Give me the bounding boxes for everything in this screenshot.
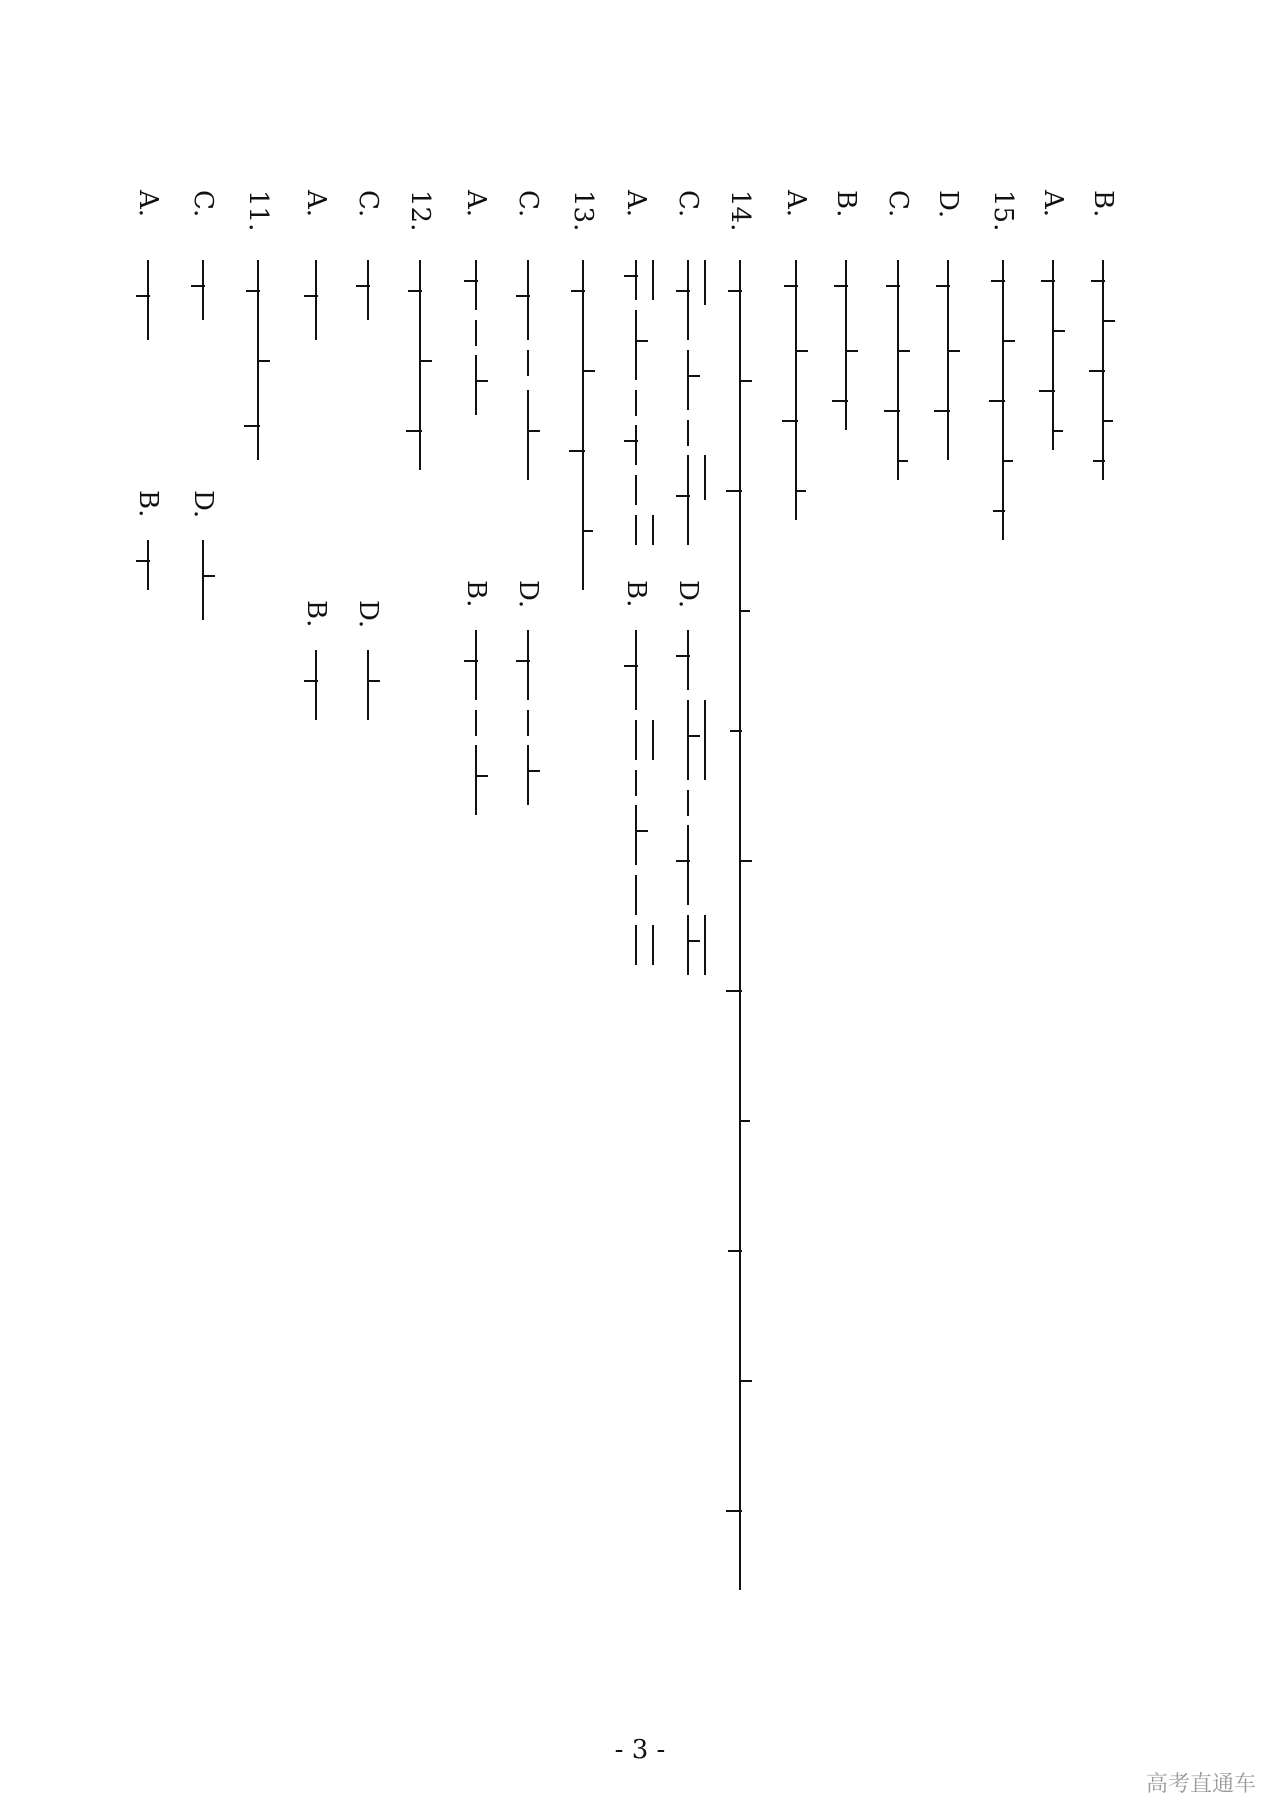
- option-label: A.: [781, 190, 811, 218]
- overline-mark: [652, 925, 654, 965]
- mongolian-script-text: [350, 650, 386, 720]
- em-dash: [527, 710, 529, 736]
- question-number: 11.: [243, 190, 273, 232]
- option-label: D.: [188, 490, 218, 519]
- option-label: B.: [621, 580, 651, 608]
- em-dash: [635, 390, 637, 416]
- mongolian-script-text: [1085, 260, 1121, 480]
- mongolian-script-text: [240, 260, 276, 460]
- question-number: 14.: [725, 190, 755, 232]
- mongolian-script-text: [298, 260, 334, 340]
- mongolian-script-text: [618, 475, 654, 505]
- mongolian-script-text: [670, 630, 706, 690]
- mongolian-script-text: [670, 260, 706, 340]
- overline-mark: [704, 915, 706, 975]
- option-label: B.: [831, 190, 861, 218]
- option-label: C.: [673, 190, 703, 218]
- question-option-column: [618, 190, 654, 1590]
- mongolian-script-text: [350, 260, 386, 320]
- mongolian-script-text: [670, 700, 706, 780]
- mongolian-script-text: [298, 650, 334, 720]
- mongolian-script-text: [458, 355, 494, 415]
- question-option-column: [350, 190, 386, 1590]
- mongolian-script-text: [670, 455, 706, 545]
- option-label: A.: [461, 190, 491, 218]
- mongolian-script-text: [510, 745, 546, 805]
- option-label: B.: [133, 490, 163, 518]
- question-option-column: [458, 190, 494, 1590]
- question-option-column: [880, 190, 916, 1590]
- question-11-stem: [240, 190, 276, 1590]
- option-label: C.: [353, 190, 383, 218]
- mongolian-script-text: [670, 915, 706, 975]
- option-label: B.: [301, 600, 331, 628]
- question-option-column: [670, 190, 706, 1590]
- mongolian-script-text: [985, 260, 1021, 540]
- mongolian-script-text: [458, 745, 494, 815]
- option-label: C.: [188, 190, 218, 218]
- mongolian-script-text: [618, 720, 654, 760]
- question-option-column: [828, 190, 864, 1590]
- question-15-stem: [985, 190, 1021, 1590]
- option-label: D.: [513, 580, 543, 609]
- question-number: 15.: [988, 190, 1018, 232]
- option-label: D.: [933, 190, 963, 219]
- question-option-column: [1035, 190, 1071, 1590]
- question-option-column: [130, 190, 166, 1590]
- overline-mark: [652, 515, 654, 545]
- mongolian-script-text: [618, 310, 654, 380]
- overline-mark: [704, 700, 706, 780]
- mongolian-script-text: [618, 260, 654, 300]
- overline-mark: [652, 720, 654, 760]
- mongolian-script-text: [880, 260, 916, 480]
- mongolian-script-text: [458, 260, 494, 310]
- question-13-stem: [565, 190, 601, 1590]
- option-label: A.: [301, 190, 331, 218]
- mongolian-script-text: [670, 350, 706, 410]
- mongolian-script-text: [618, 875, 654, 915]
- mongolian-script-text: [618, 425, 654, 465]
- em-dash: [527, 350, 529, 376]
- option-label: A.: [133, 190, 163, 218]
- option-label: A.: [1038, 190, 1068, 218]
- overline-mark: [652, 260, 654, 300]
- question-option-column: [778, 190, 814, 1590]
- option-label: D.: [673, 580, 703, 609]
- question-12-stem: [402, 190, 438, 1590]
- mongolian-script-text: [1035, 260, 1071, 450]
- overline-mark: [704, 455, 706, 500]
- question-number: 12.: [405, 190, 435, 232]
- overline-mark: [704, 260, 706, 305]
- mongolian-script-text: [510, 630, 546, 700]
- question-option-column: [930, 190, 966, 1590]
- mongolian-script-text: [402, 260, 438, 470]
- mongolian-script-text: [185, 540, 221, 620]
- mongolian-script-text: [185, 260, 221, 320]
- mongolian-script-text: [130, 540, 166, 590]
- mongolian-script-text: [618, 925, 654, 965]
- mongolian-script-text: [930, 260, 966, 460]
- watermark: 高考直通车: [1145, 1772, 1256, 1797]
- option-label: B.: [1088, 190, 1118, 218]
- question-option-column: [1085, 190, 1121, 1590]
- em-dash: [687, 420, 689, 446]
- question-number: 13.: [568, 190, 598, 232]
- mongolian-script-text: [722, 260, 758, 1590]
- option-label: D.: [353, 600, 383, 629]
- option-label: C.: [883, 190, 913, 218]
- question-14-stem: [722, 190, 758, 1590]
- option-label: B.: [461, 580, 491, 608]
- option-label: C.: [513, 190, 543, 218]
- mongolian-script-text: [510, 260, 546, 340]
- em-dash: [475, 320, 477, 346]
- mongolian-script-text: [458, 630, 494, 700]
- mongolian-script-text: [565, 260, 601, 590]
- mongolian-script-text: [510, 390, 546, 480]
- option-label: A.: [621, 190, 651, 218]
- question-option-column: [185, 190, 221, 1590]
- em-dash: [687, 790, 689, 816]
- mongolian-script-text: [670, 825, 706, 905]
- mongolian-script-text: [618, 630, 654, 710]
- em-dash: [635, 770, 637, 796]
- em-dash: [475, 710, 477, 736]
- question-option-column: [510, 190, 546, 1590]
- mongolian-script-text: [130, 260, 166, 340]
- mongolian-script-text: [778, 260, 814, 520]
- mongolian-script-text: [828, 260, 864, 430]
- mongolian-script-text: [618, 515, 654, 545]
- question-option-column: [298, 190, 334, 1590]
- mongolian-script-text: [618, 805, 654, 865]
- page-number: - 3 -: [614, 1735, 666, 1765]
